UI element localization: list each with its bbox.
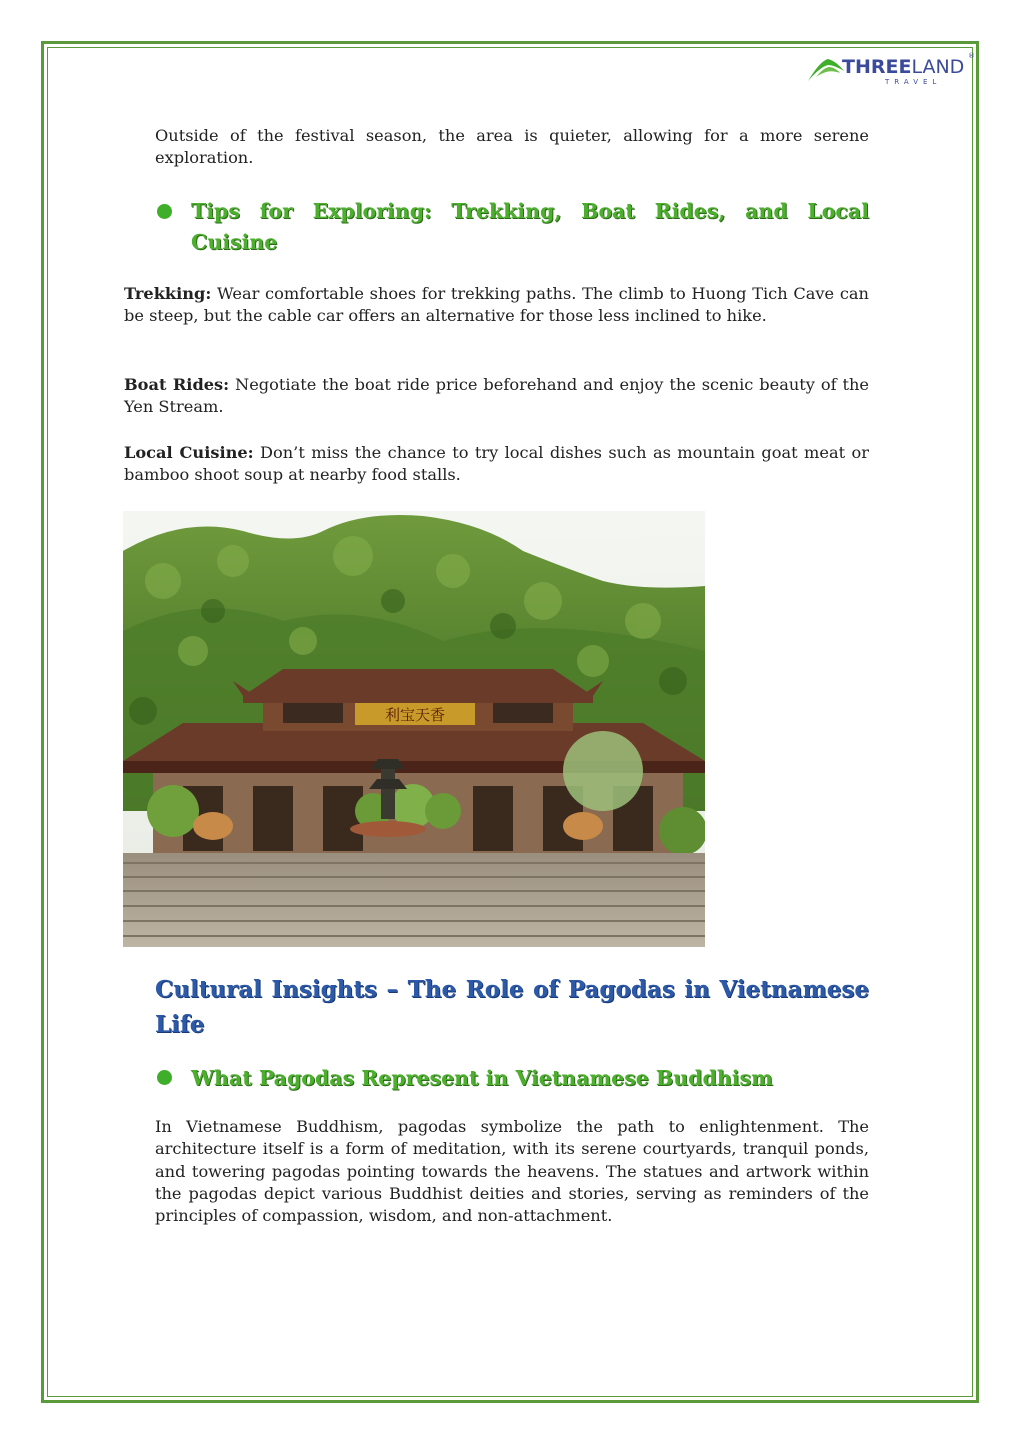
pagoda-paragraph: In Vietnamese Buddhism, pagodas symbolize the path to enlightenment. The architecture itself is a form of meditation, with its serene courtyards, tranquil ponds, and towering pagodas pointing towards the heavens. The statues and artwork within the pagodas depict various Buddhist deities and stories, serving as reminders of the principles of compassion, wisdom, and non-attachment. <box>155 1117 869 1226</box>
tips-heading: Tips for Exploring: Trekking, Boat Rides, and Local Cuisine <box>191 199 869 254</box>
tip-trekking <box>124 283 869 328</box>
pagoda-photo <box>123 511 705 947</box>
brand-name: THREELAND <box>842 56 965 78</box>
temple-sign: 利宝天香 <box>384 706 446 724</box>
tip-local-cuisine <box>124 442 869 487</box>
bullet-icon <box>157 1070 172 1085</box>
tip-text: Wear comfortable shoes for trekking paths. The climb to Huong Tich Cave can be steep, but the cable car offers an alternative for those less inclined to hike. <box>124 284 869 326</box>
tip-text: Don’t miss the chance to try local dishes such as mountain goat meat or bamboo shoot soup at nearby food stalls. <box>124 443 869 485</box>
tip-label: Boat Rides: <box>124 375 230 394</box>
pagoda-subheading: What Pagodas Represent in Vietnamese Buddhism <box>191 1066 773 1090</box>
mountain-logo-icon <box>806 55 846 85</box>
tip-label: Local Cuisine: <box>124 443 254 462</box>
brand-subtitle: TRAVEL <box>885 78 942 86</box>
brand-logo <box>806 50 976 92</box>
intro-paragraph: Outside of the festival season, the area is quieter, allowing for a more serene exploration. <box>155 126 869 168</box>
bullet-icon <box>157 204 172 219</box>
tip-text: Negotiate the boat ride price beforehand and enjoy the scenic beauty of the Yen Stream. <box>124 375 869 417</box>
section-heading: Cultural Insights – The Role of Pagodas in Vietnamese Life <box>155 976 869 1038</box>
tip-boat-rides <box>124 374 869 419</box>
registered-mark: ® <box>968 52 975 60</box>
tip-label: Trekking: <box>124 284 212 303</box>
